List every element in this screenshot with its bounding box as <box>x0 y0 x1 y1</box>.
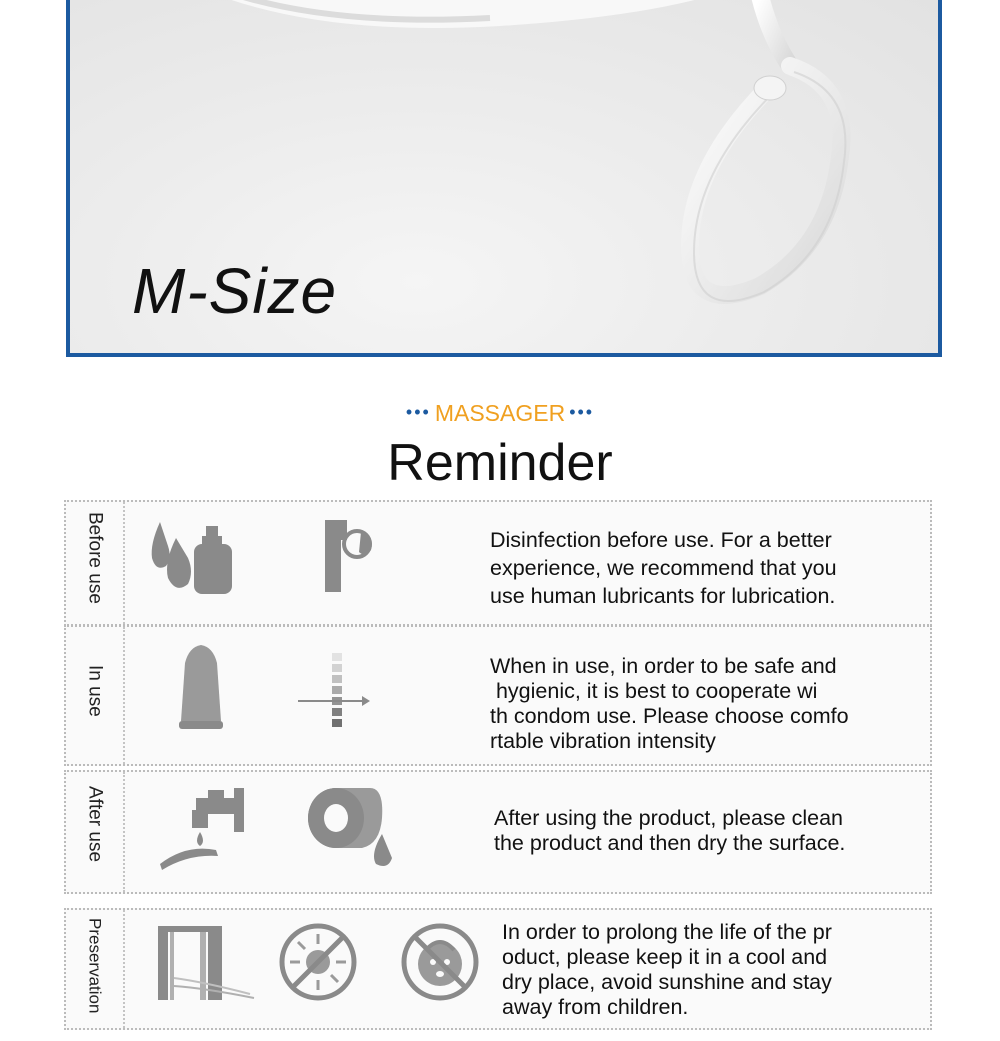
page-title: Reminder <box>387 434 613 492</box>
row-text: When in use, in order to be safe and hygienic, it is best to cooperate wi th condom use. Please choose comfo rtable vibration intensity <box>490 654 849 753</box>
intensity-scale-icon <box>296 647 386 737</box>
row-icons <box>126 502 486 624</box>
row-icons <box>126 627 486 764</box>
row-label: Preservation <box>85 918 105 1014</box>
reminder-row-in-use <box>64 625 932 766</box>
size-label: M-Size <box>132 255 338 327</box>
row-text: After using the product, please clean the product and then dry the surface. <box>494 806 846 855</box>
row-label-cell <box>66 627 125 764</box>
row-text: Disinfection before use. For a better experience, we recommend that you use human lubricants for lubrication. <box>490 528 837 608</box>
condom-icon <box>171 643 231 733</box>
row-label-cell <box>66 772 125 892</box>
row-text: In order to prolong the life of the pr oduct, please keep it in a cool and dry place, avoid sunshine and stay away from children. <box>502 920 832 1019</box>
section-subtitle <box>0 400 1000 427</box>
subtitle-text: MASSAGER <box>434 400 566 426</box>
row-label: After use <box>84 786 106 863</box>
paper-roll-icon <box>306 784 406 874</box>
reminder-row-preservation <box>64 908 932 1030</box>
row-label: In use <box>84 665 106 717</box>
product-photo <box>66 0 942 357</box>
reminder-row-before-use <box>64 500 932 626</box>
cool-place-icon <box>154 924 264 1004</box>
faucet-wash-icon <box>156 784 256 874</box>
row-label-cell <box>66 910 125 1028</box>
reminder-row-after-use <box>64 770 932 894</box>
no-sunshine-icon <box>276 920 360 1004</box>
row-label-cell <box>66 502 125 624</box>
dots-left: ••• <box>405 402 431 422</box>
lubricant-bottle-icon <box>321 516 381 596</box>
droplets-spray-icon <box>146 518 241 598</box>
dots-right: ••• <box>569 402 595 422</box>
row-icons <box>126 910 486 1028</box>
row-icons <box>126 772 486 892</box>
row-label: Before use <box>84 512 106 604</box>
no-children-icon <box>398 920 482 1004</box>
